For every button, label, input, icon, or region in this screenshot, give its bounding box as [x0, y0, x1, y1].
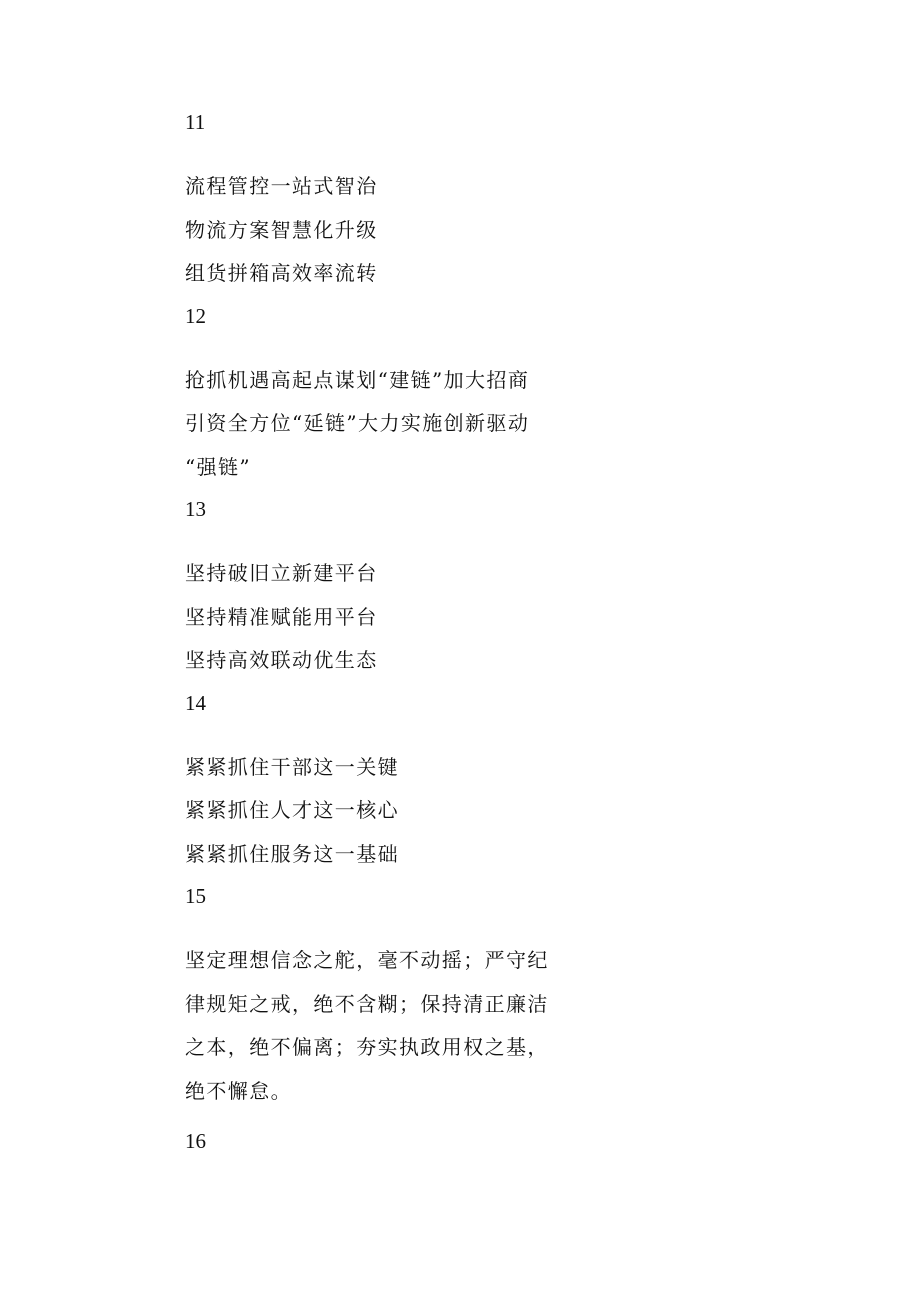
section-number: 11 — [185, 110, 206, 134]
text-line: 紧紧抓住人才这一核心 — [185, 798, 399, 822]
text-line: 坚持破旧立新建平台 — [185, 561, 378, 585]
section-15 — [185, 882, 557, 1113]
section-number: 12 — [185, 303, 206, 328]
text-line: 绝不懈怠。 — [185, 1078, 292, 1103]
text-line: 流程管控一站式智治 — [185, 174, 378, 198]
text-line: 物流方案智慧化升级 — [185, 217, 378, 242]
text-line: 坚持高效联动优生态 — [185, 648, 378, 672]
section-number: 13 — [185, 497, 206, 521]
text-line: 紧紧抓住干部这一关键 — [185, 754, 399, 779]
text-line: 引资全方位“延链”大力实施创新驱动 — [185, 411, 530, 435]
text-line: 紧紧抓住服务这一基础 — [185, 841, 399, 866]
text-line: “强链” — [185, 454, 252, 479]
section-number: 14 — [185, 690, 206, 715]
section-14 — [185, 689, 557, 877]
section-13 — [185, 495, 557, 683]
text-line: 律规矩之戒，绝不含糊；保持清正廉洁 — [185, 991, 549, 1016]
text-line: 组货拼箱高效率流转 — [185, 261, 378, 285]
section-12 — [185, 302, 557, 490]
section-number: 16 — [185, 1129, 206, 1153]
section-16 — [185, 1127, 557, 1155]
text-line: 之本，绝不偏离；夯实执政用权之基， — [185, 1035, 549, 1059]
document-content — [185, 108, 557, 1184]
section-11 — [185, 108, 557, 296]
text-line: 坚定理想信念之舵，毫不动摇；严守纪 — [185, 948, 549, 972]
text-line: 坚持精准赋能用平台 — [185, 604, 378, 629]
text-line: 抢抓机遇高起点谋划“建链”加大招商 — [185, 367, 530, 392]
section-number: 15 — [185, 884, 206, 908]
